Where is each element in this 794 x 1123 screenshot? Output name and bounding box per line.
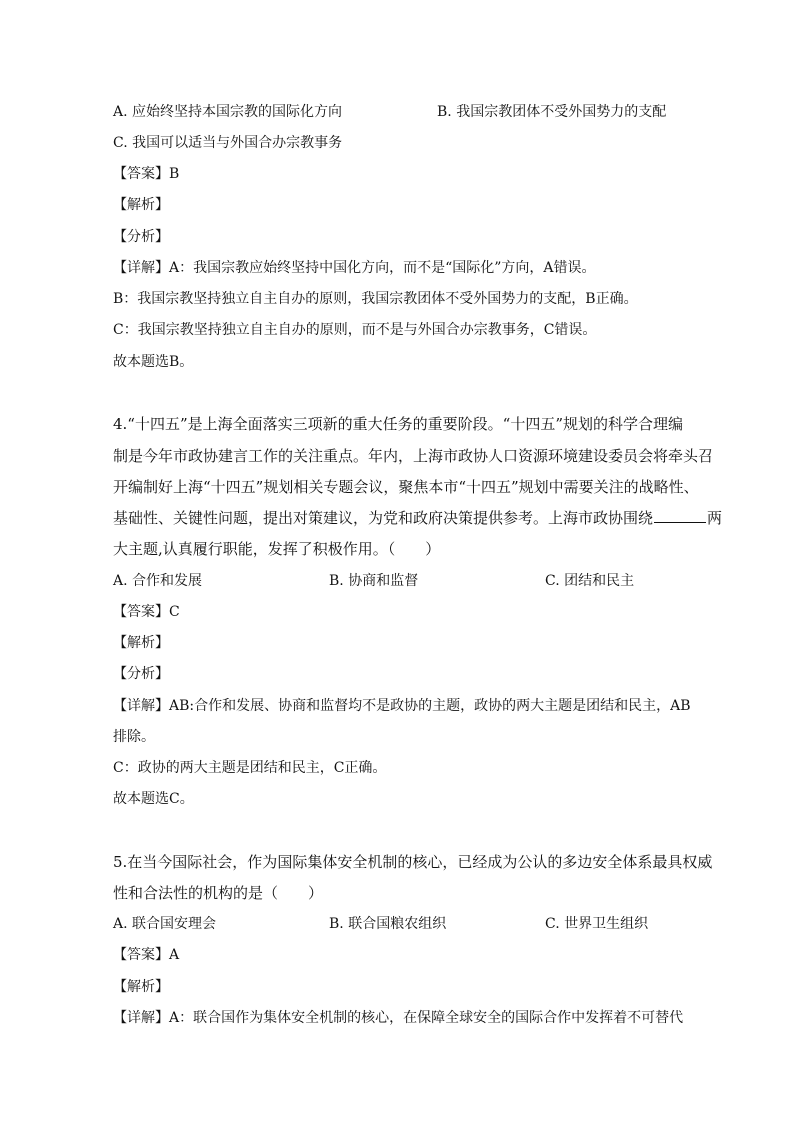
q4-option-c: C. 团结和民主 (545, 573, 635, 589)
q4-stem-5: 大主题,认真履行职能，发挥了积极作用。（ ） (113, 540, 441, 558)
q4-analysis-label: 【解析】 (113, 635, 169, 651)
q5-stem-2: 性和合法性的机构的是（ ） (113, 884, 324, 902)
q5-detail-1: 【详解】A：联合国作为集体安全机制的核心，在保障全球安全的国际合作中发挥着不可替代 (113, 1010, 684, 1026)
q4-detail-2: 排除。 (113, 729, 155, 745)
q3-detail-2: B：我国宗教坚持独立自主自办的原则，我国宗教团体不受外国势力的支配，B正确。 (113, 291, 638, 307)
q5-option-a: A. 联合国安理会 (113, 916, 217, 932)
q4-conclusion: 故本题选C。 (113, 791, 194, 807)
q4-stem-3: 开编制好上海“十四五”规划相关专题会议，聚焦本市“十四五”规划中需要关注的战略性、 (113, 478, 699, 496)
q4-stem-4-text: 基础性、关键性问题，提出对策建议，为党和政府决策提供参考。上海市政协围绕 (113, 509, 654, 527)
q5-analysis-label: 【解析】 (113, 979, 169, 995)
q4-stem-4-tail: 两 (707, 509, 723, 527)
q3-fenxi-label: 【分析】 (113, 229, 169, 245)
q5-option-c: C. 世界卫生组织 (545, 916, 649, 932)
q3-option-a: A. 应始终坚持本国宗教的国际化方向 (113, 104, 343, 120)
q3-analysis-label: 【解析】 (113, 197, 169, 213)
q3-answer: 【答案】B (113, 166, 180, 182)
q4-fenxi-label: 【分析】 (113, 666, 169, 682)
q4-stem-2: 制是今年市政协建言工作的关注重点。年内，上海市政协人口资源环境建设委员会将牵头召 (113, 447, 714, 465)
q3-conclusion: 故本题选B。 (113, 354, 194, 370)
q4-answer: 【答案】C (113, 604, 180, 620)
q4-stem-4 (113, 508, 722, 528)
q3-detail-1: 【详解】A：我国宗教应始终坚持中国化方向，而不是“国际化”方向，A错误。 (113, 260, 596, 276)
q3-option-c: C. 我国可以适当与外国合办宗教事务 (113, 135, 343, 151)
q4-stem-1: 4.“十四五”是上海全面落实三项新的重大任务的重要阶段。“十四五”规划的科学合理编 (113, 415, 683, 433)
q4-option-b: B. 协商和监督 (329, 573, 419, 589)
q3-detail-3: C：我国宗教坚持独立自主自办的原则，而不是与外国合办宗教事务，C错误。 (113, 322, 597, 338)
q4-option-a: A. 合作和发展 (113, 573, 203, 589)
q4-detail-1: 【详解】AB:合作和发展、协商和监督均不是政协的主题，政协的两大主题是团结和民主，AB (113, 698, 691, 714)
q5-option-b: B. 联合国粮农组织 (329, 916, 447, 932)
q3-option-b: B. 我国宗教团体不受外国势力的支配 (437, 104, 667, 120)
q5-stem-1: 5.在当今国际社会，作为国际集体安全机制的核心，已经成为公认的多边安全体系最具权威 (113, 853, 713, 871)
fill-in-blank (654, 508, 706, 523)
q4-detail-3: C：政协的两大主题是团结和民主，C正确。 (113, 760, 387, 776)
q5-answer: 【答案】A (113, 947, 180, 963)
